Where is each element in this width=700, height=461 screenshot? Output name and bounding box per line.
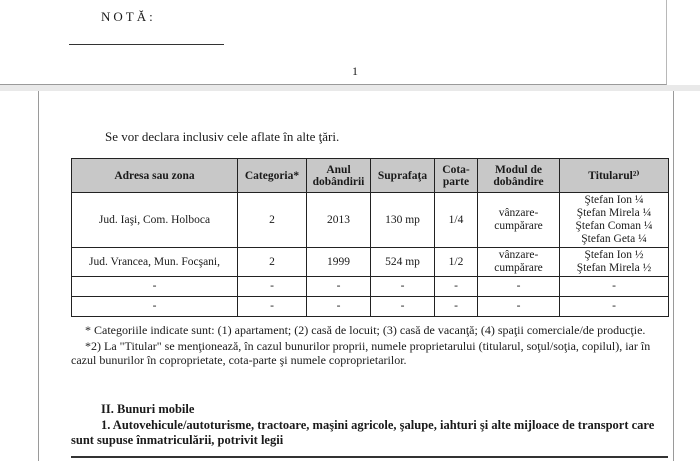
cell-year: -	[307, 277, 371, 297]
cell-address: -	[72, 277, 238, 297]
cell-owners: -	[560, 297, 669, 317]
cell-category: -	[238, 297, 307, 317]
next-table-top-border	[71, 456, 668, 458]
header-share: Cota-parte	[435, 159, 478, 193]
cell-area: -	[371, 297, 435, 317]
footnote-owner: *2) La "Titular" se menţionează, în cazul bunurilor proprii, numele proprietarului (titularul, soţul/soţia, copilul), iar în cazul bunurilor în coproprietate, cota-parte şi numele coproprietarilor.	[71, 339, 651, 367]
cell-owners	[560, 248, 669, 277]
cell-category: -	[238, 277, 307, 297]
footnote-categories: * Categoriile indicate sunt: (1) apartament; (2) casă de locuit; (3) casă de vacanţă; (4) spaţii comerciale/de producţie.	[85, 323, 646, 337]
header-category: Categoria*	[238, 159, 307, 193]
cell-address: -	[72, 297, 238, 317]
subsection-title: 1. Autovehicule/autoturisme, tractoare, maşini agricole, şalupe, iahturi şi alte mijloace de transport care sunt supuse înmatriculării, potrivit legii	[71, 418, 655, 447]
cell-category: 2	[238, 248, 307, 277]
previous-page-bottom	[0, 0, 667, 85]
table-row	[72, 277, 669, 297]
page-number: 1	[352, 64, 358, 78]
header-year: Anul dobândirii	[307, 159, 371, 193]
cell-mode: -	[478, 297, 560, 317]
nota-label: NOTĂ:	[101, 9, 156, 24]
cell-mode: vânzare-cumpărare	[478, 193, 560, 248]
cell-address: Jud. Iaşi, Com. Holboca	[72, 193, 238, 248]
owner-entry: Ştefan Ion ¼	[584, 194, 644, 206]
table-row	[72, 248, 669, 277]
cell-share: 1/4	[435, 193, 478, 248]
cell-owners: -	[560, 277, 669, 297]
cell-address: Jud. Vrancea, Mun. Focşani,	[72, 248, 238, 277]
header-area: Suprafaţa	[371, 159, 435, 193]
cell-mode: vânzare-cumpărare	[478, 248, 560, 277]
cell-share: 1/2	[435, 248, 478, 277]
real-estate-table	[71, 158, 669, 317]
cell-category: 2	[238, 193, 307, 248]
owner-entry: Ştefan Mirela ¼	[576, 207, 652, 219]
table-header-row	[72, 159, 669, 193]
cell-year: -	[307, 297, 371, 317]
cell-share: -	[435, 277, 478, 297]
cell-area: 524 mp	[371, 248, 435, 277]
header-mode: Modul de dobândire	[478, 159, 560, 193]
cell-share: -	[435, 297, 478, 317]
owner-entry: Ştefan Mirela ½	[576, 262, 652, 274]
intro-text: Se vor declara inclusiv cele aflate în alte ţări.	[105, 129, 340, 144]
header-owner: Titularul²⁾	[560, 159, 669, 193]
header-address: Adresa sau zona	[72, 159, 238, 193]
cell-owners	[560, 193, 669, 248]
owner-entry: Ştefan Coman ¼	[575, 220, 653, 232]
cell-year: 2013	[307, 193, 371, 248]
nota-signature-line	[69, 44, 224, 45]
table-row	[72, 193, 669, 248]
table-row	[72, 297, 669, 317]
table-footnotes	[71, 323, 666, 367]
cell-mode: -	[478, 277, 560, 297]
cell-area: 130 mp	[371, 193, 435, 248]
section-title: II. Bunuri mobile	[101, 402, 195, 416]
owner-entry: Ştefan Ion ½	[584, 249, 644, 261]
cell-area: -	[371, 277, 435, 297]
cell-year: 1999	[307, 248, 371, 277]
owner-entry: Ştefan Geta ¼	[581, 233, 647, 245]
current-page	[38, 91, 674, 461]
